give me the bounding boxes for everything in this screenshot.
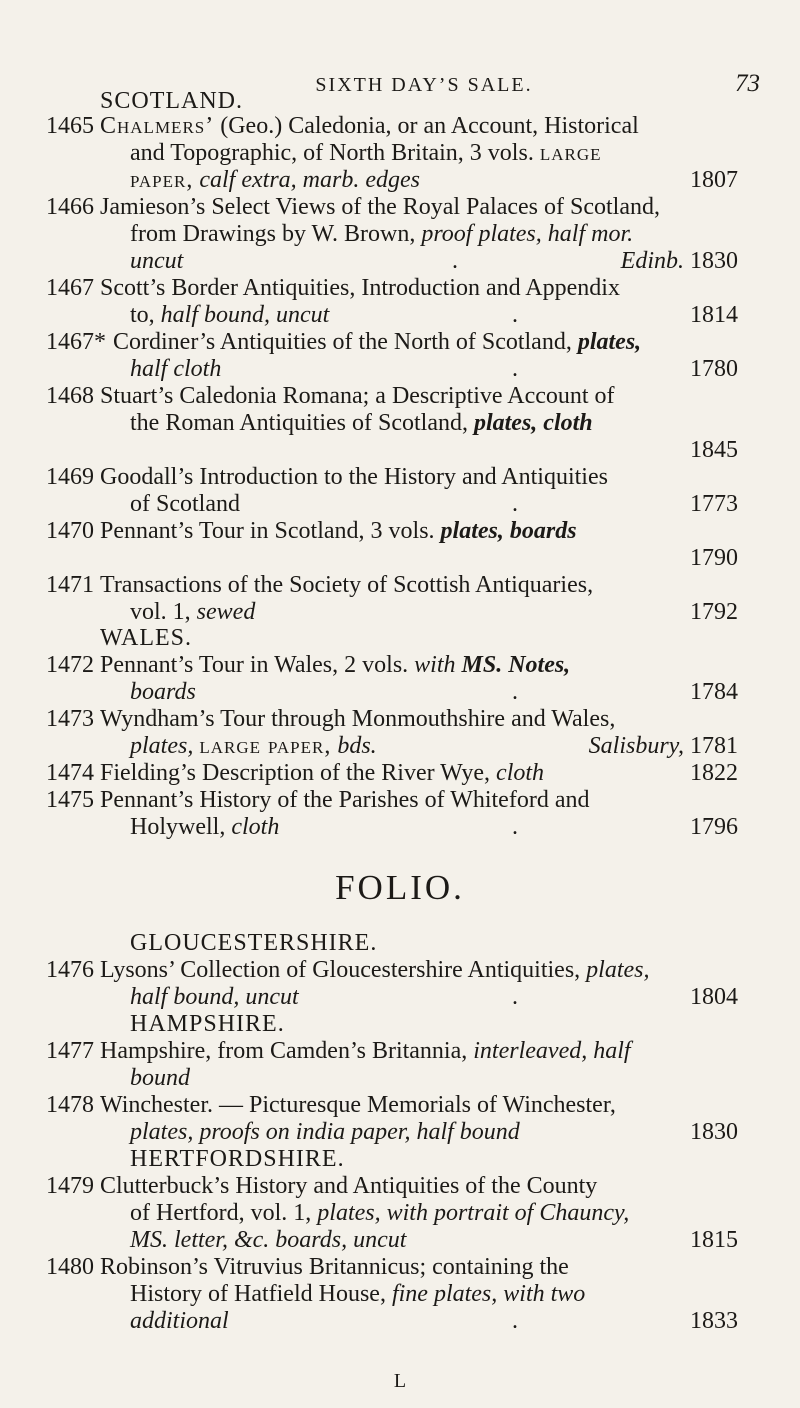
lot-year: 1790 (690, 545, 738, 571)
lot-binding: plates, proofs on india paper, half bound (130, 1119, 520, 1145)
signature-mark: L (393, 1370, 407, 1392)
lot-number: 1471 (46, 572, 94, 598)
lot-place: Edinb. (620, 248, 684, 274)
lot-author: Chalmers’ (100, 113, 215, 139)
leader-dot: . (512, 356, 518, 382)
lot-number: 1472 (46, 652, 94, 678)
leader-dot: . (512, 679, 518, 705)
lot-title-line: Fielding’s Description of the River Wye, (100, 760, 491, 786)
lot-title-line: Pennant’s History of the Parishes of Whiteford and (100, 787, 590, 813)
lot-title-line: Pennant’s Tour in Wales, 2 vols. (100, 652, 409, 678)
lot-binding: half cloth (130, 356, 222, 382)
lot-number: 1478 (46, 1092, 94, 1118)
section-heading-hampshire: HAMPSHIRE. (130, 1011, 285, 1037)
lot-year: 1792 (690, 599, 738, 625)
lot-binding: half bound, uncut (130, 984, 299, 1010)
lot-number: 1475 (46, 787, 94, 813)
lot-year: 1804 (690, 984, 738, 1010)
lot-year: 1781 (690, 733, 738, 759)
lot-year: 1815 (690, 1227, 738, 1253)
lot-binding: plates, (586, 957, 650, 983)
lot-title-line: Wyndham’s Tour through Monmouthshire and Wales, (100, 706, 616, 732)
leader-dot: . (512, 814, 518, 840)
lot-year: 1833 (690, 1308, 738, 1334)
leader-dot: . (512, 984, 518, 1010)
lot-title-line: History of Hatfield House, (130, 1281, 386, 1307)
section-heading-scotland: SCOTLAND. (100, 88, 244, 114)
lot-number: 1467* (46, 329, 106, 355)
lot-binding: interleaved, half (473, 1038, 631, 1064)
lot-binding: plates, (130, 733, 194, 759)
lot-format: paper, (130, 167, 194, 193)
lot-year: 1814 (690, 302, 738, 328)
lot-number: 1473 (46, 706, 94, 732)
lot-note: MS. Notes, (461, 652, 571, 678)
lot-binding: bound (130, 1065, 190, 1091)
lot-number: 1467 (46, 275, 94, 301)
lot-title-line: Lysons’ Collection of Gloucestershire Antiquities, (100, 957, 581, 983)
lot-binding: uncut (130, 248, 184, 274)
lot-title-line: of Scotland (130, 491, 240, 517)
lot-format: large paper, (199, 733, 332, 759)
leader-dot: . (512, 1308, 518, 1334)
lot-title-line: to, (130, 302, 155, 328)
lot-title-line: vol. 1, (130, 599, 191, 625)
lot-title-line: Pennant’s Tour in Scotland, 3 vols. (100, 518, 435, 544)
section-heading-folio: FOLIO. (335, 868, 465, 907)
lot-title-line: Winchester. — Picturesque Memorials of Winchester, (100, 1092, 616, 1118)
page-number: 73 (735, 70, 760, 97)
section-heading-wales: WALES. (100, 625, 192, 651)
leader-dot: . (512, 491, 518, 517)
lot-binding: sewed (196, 599, 256, 625)
lot-binding: fine plates, with two (391, 1281, 586, 1307)
lot-number: 1465 (46, 113, 94, 139)
lot-title-line: of Hertford, vol. 1, (130, 1200, 312, 1226)
lot-number: 1469 (46, 464, 94, 490)
leader-dot: . (452, 248, 458, 274)
lot-title-line: (Geo.) Caledonia, or an Account, Historical (214, 113, 639, 139)
lot-number: 1476 (46, 957, 94, 983)
lot-number: 1470 (46, 518, 94, 544)
lot-binding: plates, with portrait of Chauncy, (317, 1200, 630, 1226)
lot-binding: cloth (496, 760, 545, 786)
lot-binding: plates, cloth (473, 410, 593, 436)
lot-title-line: Goodall’s Introduction to the History and Antiquities (100, 464, 608, 490)
lot-title-line: Clutterbuck’s History and Antiquities of the County (100, 1173, 598, 1199)
lot-year: 1780 (690, 356, 738, 382)
lot-year: 1796 (690, 814, 738, 840)
lot-title-line: Holywell, (130, 814, 226, 840)
lot-binding: bds. (337, 733, 377, 759)
lot-title-line: Scott’s Border Antiquities, Introduction and Appendix (100, 275, 620, 301)
lot-number: 1468 (46, 383, 94, 409)
lot-year: 1845 (690, 437, 738, 463)
lot-number: 1479 (46, 1173, 94, 1199)
lot-note: with (414, 652, 456, 678)
lot-year: 1822 (690, 760, 738, 786)
lot-title-line: Stuart’s Caledonia Romana; a Descriptive Account of (100, 383, 615, 409)
lot-year: 1807 (690, 167, 738, 193)
lot-number: 1466 (46, 194, 94, 220)
lot-year: 1830 (690, 1119, 738, 1145)
lot-title-line: Transactions of the Society of Scottish Antiquaries, (100, 572, 594, 598)
lot-binding: plates, boards (440, 518, 577, 544)
lot-binding: plates, (577, 329, 642, 355)
lot-place: Salisbury, (588, 733, 684, 759)
lot-title-line: Cordiner’s Antiquities of the North of Scotland, (113, 329, 572, 355)
lot-year: 1830 (690, 248, 738, 274)
lot-format: large (539, 140, 602, 166)
lot-number: 1474 (46, 760, 94, 786)
lot-title-line: and Topographic, of North Britain, 3 vols. (130, 140, 534, 166)
lot-binding: MS. letter, &c. boards, uncut (130, 1227, 407, 1253)
lot-title-line: Jamieson’s Select Views of the Royal Palaces of Scotland, (100, 194, 661, 220)
lot-binding: calf extra, marb. edges (199, 167, 420, 193)
leader-dot: . (512, 302, 518, 328)
running-title: SIXTH DAY’S SALE. (315, 74, 533, 96)
lot-title-line: Robinson’s Vitruvius Britannicus; containing the (100, 1254, 569, 1280)
lot-title-line: Hampshire, from Camden’s Britannia, (100, 1038, 468, 1064)
lot-binding: boards (130, 679, 196, 705)
lot-binding: half bound, uncut (160, 302, 330, 328)
lot-year: 1784 (690, 679, 738, 705)
lot-year: 1773 (690, 491, 738, 517)
lot-number: 1480 (46, 1254, 94, 1280)
lot-binding: proof plates, half mor. (421, 221, 634, 247)
section-heading-hertfordshire: HERTFORDSHIRE. (130, 1146, 345, 1172)
lot-binding: cloth (231, 814, 280, 840)
lot-number: 1477 (46, 1038, 94, 1064)
section-heading-gloucestershire: GLOUCESTERSHIRE. (130, 930, 378, 956)
lot-title-line: from Drawings by W. Brown, (130, 221, 416, 247)
lot-title-line: the Roman Antiquities of Scotland, (130, 410, 468, 436)
lot-binding: additional (130, 1308, 229, 1334)
